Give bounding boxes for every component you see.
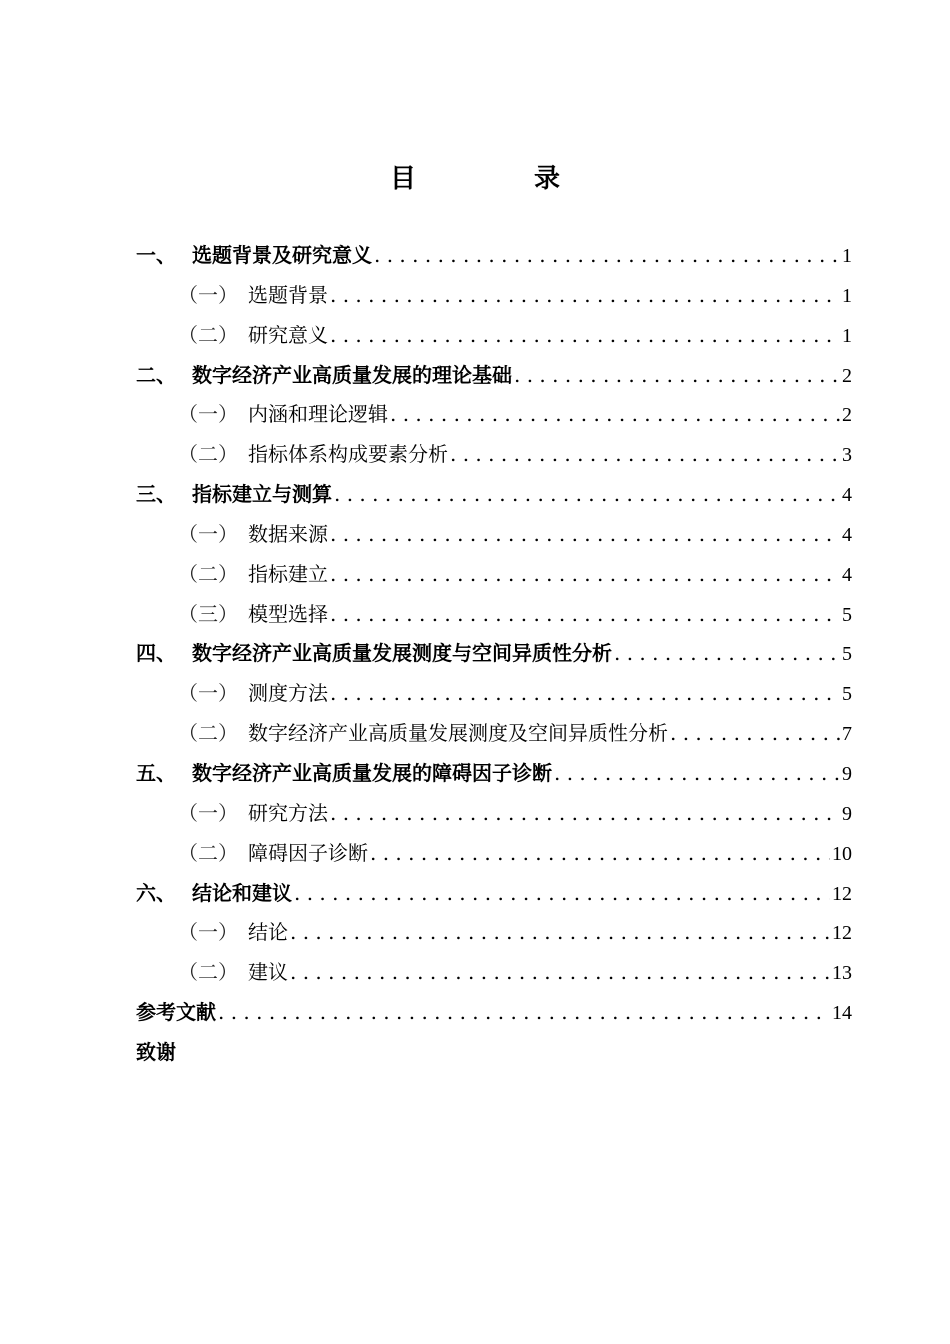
toc-entry-title: 参考文献 [136,1000,216,1025]
toc-entry[interactable] [136,276,852,316]
toc-page-number: 1 [842,284,852,307]
toc-entry-number: （一） [178,920,238,945]
toc-entry-title: 数据来源 [248,521,328,546]
toc-entry[interactable] [136,316,852,356]
toc-title: 目 录 [389,164,606,194]
toc-dot-leader [330,276,840,316]
toc-page-number: 2 [842,404,852,427]
toc-entry-number: 五、 [136,760,176,785]
toc-page-number: 1 [842,245,852,267]
toc-page-number: 7 [842,723,852,746]
toc-page-number: 12 [832,882,852,905]
toc-entry-number: （一） [178,521,238,546]
toc-entry-title: 选题背景及研究意义 [192,243,372,267]
toc-entry[interactable] [136,1033,852,1073]
toc-page-number: 9 [842,802,852,825]
toc-entry-title: 指标体系构成要素分析 [248,442,448,467]
toc-dot-leader [554,754,840,794]
toc-entry-title: 测度方法 [248,681,328,706]
toc-dot-leader [330,316,840,356]
toc-page-number: 10 [832,842,852,865]
toc-dot-leader [670,714,840,754]
toc-entry[interactable] [136,674,852,714]
toc-entry[interactable] [136,874,852,914]
toc-dot-leader [290,953,830,993]
toc-dot-leader [330,674,840,714]
toc-entry-title: 数字经济产业高质量发展测度及空间异质性分析 [248,721,668,746]
toc-dot-leader [334,475,840,515]
toc-entry[interactable] [136,993,852,1033]
toc-dot-leader [294,874,830,914]
toc-entry-number: 六、 [136,880,176,905]
toc-page-number: 2 [842,364,852,387]
toc-dot-leader [330,515,840,555]
toc-entry-title: 数字经济产业高质量发展的理论基础 [192,362,512,387]
toc-entry[interactable] [136,435,852,475]
toc-page-number: 9 [842,762,852,785]
toc-page-number: 12 [832,922,852,945]
toc-entry-title: 选题背景 [248,282,328,307]
toc-entry-number: （二） [178,840,238,865]
toc-entry[interactable] [136,475,852,515]
toc-entry-title: 研究意义 [248,322,328,347]
toc-entry[interactable] [136,754,852,794]
toc-entry-number: （二） [178,561,238,586]
toc-dot-leader [514,356,840,396]
toc-page-number: 4 [842,563,852,586]
toc-entry[interactable] [136,834,852,874]
toc-entry-title: 结论 [248,920,288,945]
toc-dot-leader [218,993,830,1033]
toc-entry[interactable] [136,714,852,754]
toc-dot-leader [614,634,840,674]
toc-entry-number: （一） [178,681,238,706]
toc-entry-number: （二） [178,442,238,467]
toc-entry-number: （二） [178,721,238,746]
toc-entry[interactable] [136,395,852,435]
toc-entry[interactable] [136,595,852,635]
toc-entry-title: 内涵和理论逻辑 [248,402,388,427]
toc-entry[interactable] [136,953,852,993]
toc-entry-number: （二） [178,960,238,985]
toc-entry-number: 二、 [136,362,176,387]
toc-entry[interactable] [136,555,852,595]
toc-entry-title: 模型选择 [248,601,328,626]
toc-entry-number: 一、 [136,243,176,267]
toc-entry[interactable] [136,634,852,674]
toc-entry-title: 数字经济产业高质量发展测度与空间异质性分析 [192,641,612,666]
toc-page-number: 4 [842,523,852,546]
toc-dot-leader [374,236,840,276]
toc-page-number: 14 [832,1002,852,1025]
toc-entry-number: 三、 [136,482,176,507]
toc-page-number: 4 [842,484,852,507]
toc-dot-leader [390,395,840,435]
toc-entry[interactable] [136,515,852,555]
toc-page-number: 5 [842,643,852,666]
table-of-contents [136,236,852,1073]
toc-dot-leader [370,834,830,874]
toc-page-number: 1 [842,324,852,347]
toc-entry-title: 建议 [248,960,288,985]
toc-entry-title: 障碍因子诊断 [248,840,368,865]
toc-page-number: 5 [842,683,852,706]
toc-entry-number: （二） [178,322,238,347]
toc-entry[interactable] [136,794,852,834]
toc-entry-number: （一） [178,402,238,427]
toc-entry[interactable] [136,913,852,953]
toc-entry-title: 指标建立 [248,561,328,586]
toc-page-number: 13 [832,962,852,985]
toc-dot-leader [330,595,840,635]
toc-dot-leader [330,555,840,595]
toc-entry-title: 研究方法 [248,800,328,825]
toc-entry[interactable] [136,356,852,396]
toc-entry-number: （三） [178,601,238,626]
toc-entry-title: 结论和建议 [192,880,292,905]
toc-entry-title: 指标建立与测算 [192,482,332,507]
toc-entry-title: 数字经济产业高质量发展的障碍因子诊断 [192,760,552,785]
toc-entry-number: （一） [178,282,238,307]
toc-page-number: 3 [842,444,852,467]
toc-entry-title: 致谢 [136,1039,176,1064]
toc-entry-number: 四、 [136,641,176,666]
toc-dot-leader [450,435,840,475]
toc-dot-leader [290,913,830,953]
toc-dot-leader [330,794,840,834]
toc-entry[interactable] [136,236,852,276]
toc-entry-number: （一） [178,800,238,825]
toc-page-number: 5 [842,603,852,626]
